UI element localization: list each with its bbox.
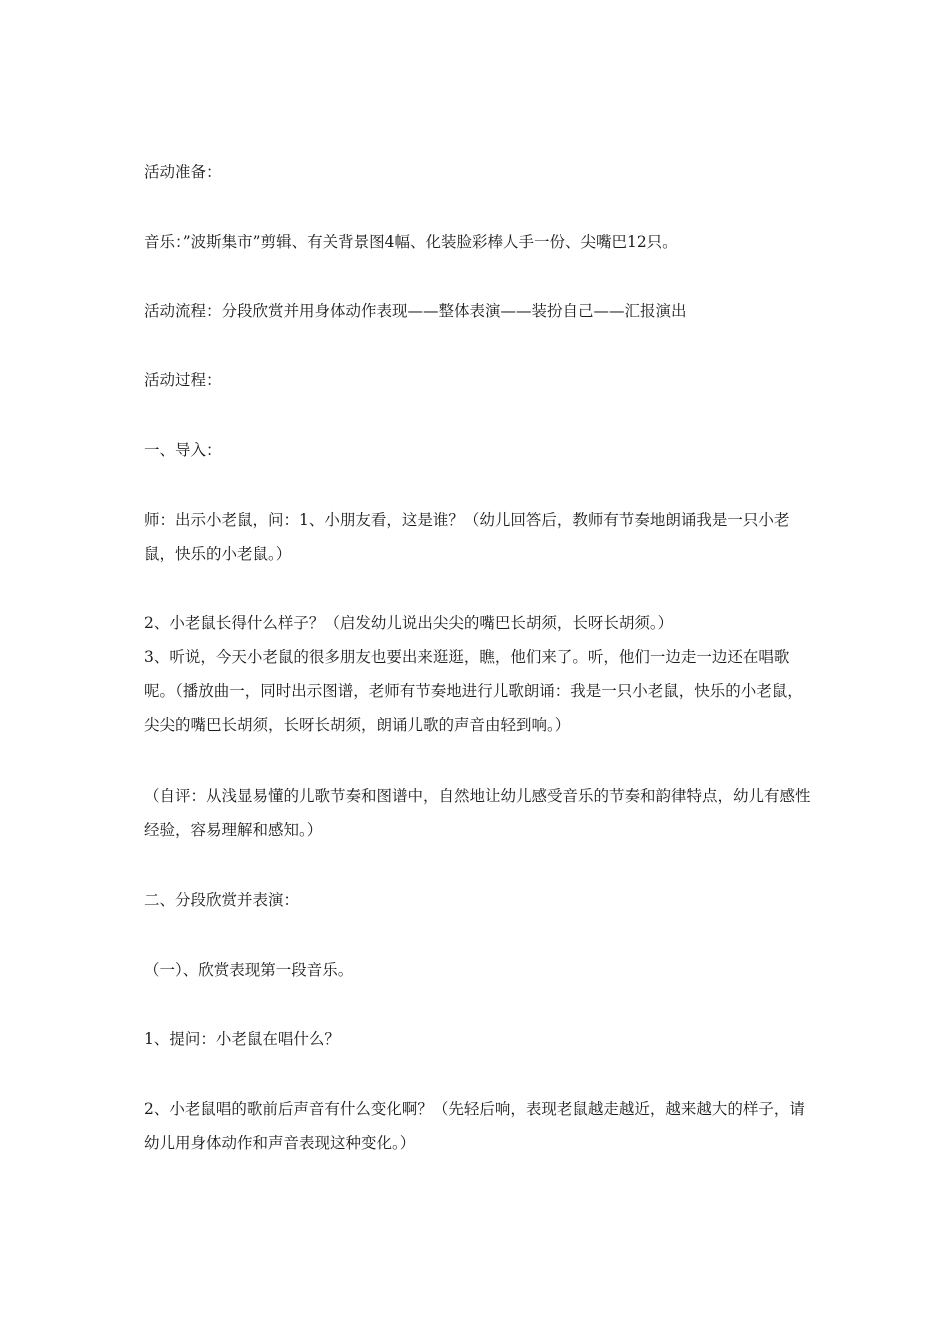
question-one-paragraph: 1、提问：小老鼠在唱什么？ [144,1030,340,1048]
subsection-heading-first-segment: （一）、欣赏表现第一段音乐。 [144,961,354,979]
self-evaluation-paragraph: （自评：从浅显易懂的儿歌节奏和图谱中，自然地让幼儿感受音乐的节奏和韵律特点，幼儿有感性经验，容易理解和感知。） [144,787,811,839]
friends-song-paragraph: 3、听说，今天小老鼠的很多朋友也要出来逛逛，瞧，他们来了。听，他们一边走一边还在唱歌呢。（播放曲一，同时出示图谱，老师有节奏地进行儿歌朗诵：我是一只小老鼠，快乐的小老鼠，尖尖的嘴巴长胡须，长呀长胡须，朗诵儿歌的声音由轻到响。） [144,648,803,734]
section-heading-process: 活动过程： [144,371,222,389]
appearance-question-paragraph: 2、小老鼠长得什么样子？（启发幼儿说出尖尖的嘴巴长胡须，长呀长胡须。） [144,614,674,632]
process-flow-paragraph: 活动流程：分段欣赏并用身体动作表现——整体表演——装扮自己——汇报演出 [144,302,687,320]
intro-question-paragraph: 师：出示小老鼠，问：1、小朋友看，这是谁？（幼儿回答后，教师有节奏地朗诵我是一只小老鼠，快乐的小老鼠。） [144,511,790,563]
materials-paragraph: 音乐：”波斯集市”剪辑、有关背景图4幅、化装脸彩棒人手一份、尖嘴巴12只。 [144,233,678,251]
section-heading-preparation: 活动准备： [144,163,222,181]
section-heading-intro: 一、导入： [144,441,222,459]
section-heading-segment-appreciation: 二、分段欣赏并表演： [144,891,300,909]
question-two-paragraph: 2、小老鼠唱的歌前后声音有什么变化啊？（先轻后响，表现老鼠越走越近，越来越大的样子，请幼儿用身体动作和声音表现这种变化。） [144,1100,805,1152]
